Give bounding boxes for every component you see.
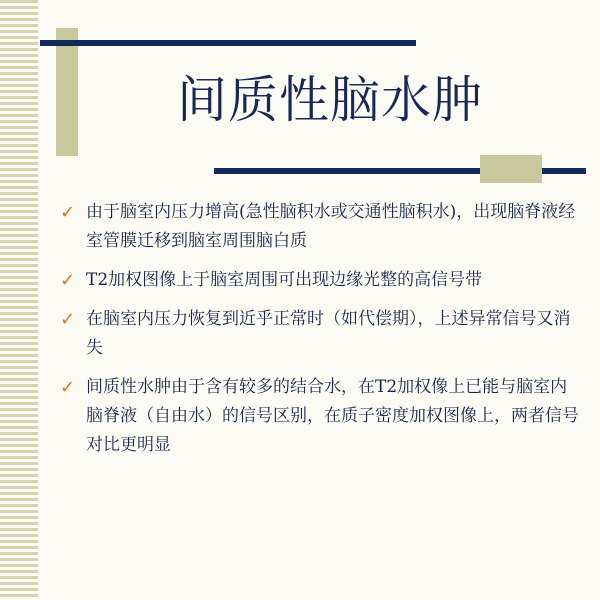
check-icon: ✓ <box>60 377 76 398</box>
check-icon: ✓ <box>60 309 76 330</box>
bullet-item <box>60 373 580 460</box>
bullet-text: 由于脑室内压力增高(急性脑积水或交通性脑积水)，出现脑脊液经室管膜迁移到脑室周围脑白质 <box>86 202 576 251</box>
slide-title: 间质性脑水肿 <box>177 71 483 129</box>
check-icon: ✓ <box>60 202 76 223</box>
check-icon: ✓ <box>60 270 76 291</box>
bullet-item <box>60 198 580 256</box>
bullet-text: 间质性水肿由于含有较多的结合水，在T2加权像上已能与脑室内脑脊液（自由水）的信号区别，在质子密度加权图像上，两者信号对比更明显 <box>86 377 579 455</box>
decorative-navy-line-top <box>40 40 416 46</box>
decorative-stripes <box>0 0 38 600</box>
bullet-text: T2加权图像上于脑室周围可出现边缘光整的高信号带 <box>86 270 483 290</box>
bullet-list <box>60 198 580 470</box>
bullet-item <box>60 305 580 363</box>
bullet-text: 在脑室内压力恢复到近乎正常时（如代偿期），上述异常信号又消失 <box>86 309 571 358</box>
decorative-olive-block-top <box>56 28 78 156</box>
decorative-olive-block-bottom <box>480 155 542 183</box>
bullet-item <box>60 266 580 295</box>
